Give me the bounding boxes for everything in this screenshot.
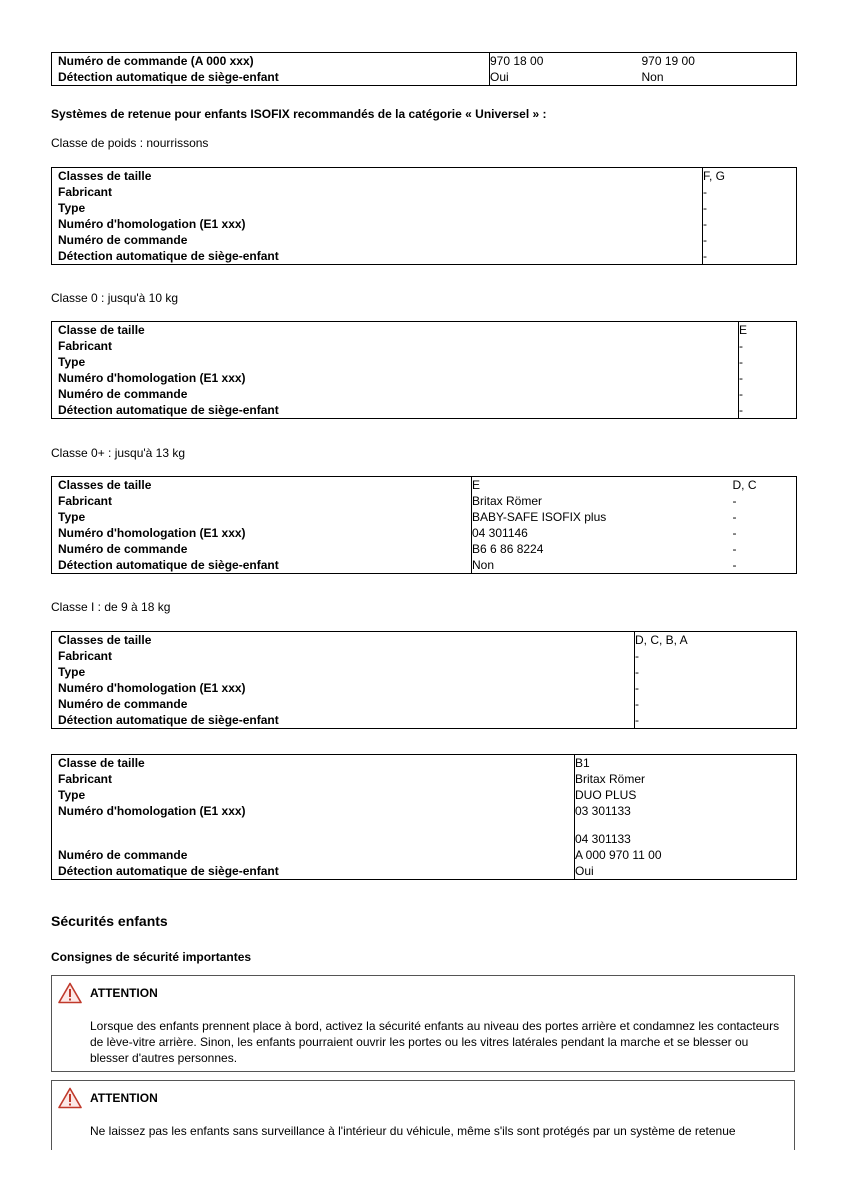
warning-box — [51, 1080, 795, 1150]
row-label: Classes de taille — [52, 168, 703, 185]
row-label: Classe de taille — [52, 755, 575, 772]
table-classe-1 — [51, 631, 797, 729]
row-label: Classe de taille — [52, 322, 739, 339]
row-value — [575, 803, 797, 847]
table-row — [52, 200, 797, 216]
row-value: D, C, B, A — [635, 632, 797, 649]
table-row — [52, 525, 797, 541]
table-classe-0plus — [51, 476, 797, 574]
row-value: DUO PLUS — [575, 787, 797, 803]
row-label: Numéro de commande (A 000 xxx) — [52, 53, 490, 70]
row-label: Détection automatique de siège-enfant — [52, 557, 472, 574]
row-value: 04 301146 — [472, 526, 528, 540]
section-title: Systèmes de retenue pour enfants ISOFIX recommandés de la catégorie « Universel » : — [51, 107, 547, 121]
row-label: Fabricant — [52, 493, 472, 509]
table-row — [52, 787, 797, 803]
row-label: Détection automatique de siège-enfant — [52, 712, 635, 729]
table-row — [52, 648, 797, 664]
row-label: Détection automatique de siège-enfant — [52, 248, 703, 265]
row-value: - — [733, 541, 797, 557]
homologation-line-2: 04 301133 — [575, 832, 631, 846]
row-label: Type — [52, 664, 635, 680]
row-value: Oui — [575, 863, 797, 880]
table-row — [52, 632, 797, 649]
table-row — [52, 232, 797, 248]
row-value: A 000 970 11 00 — [575, 847, 797, 863]
row-label: Détection automatique de siège-enfant — [52, 69, 490, 86]
class-label-1: Classe I : de 9 à 18 kg — [51, 600, 171, 614]
row-value: F, G — [703, 168, 797, 185]
row-value: 970 18 00 — [490, 53, 642, 70]
row-label: Numéro de commande — [52, 847, 575, 863]
warning-box — [51, 975, 795, 1072]
row-value: Britax Römer — [575, 771, 797, 787]
warning-title: ATTENTION — [90, 1091, 158, 1105]
homologation-line-1: 03 301133 — [575, 804, 631, 818]
row-label: Numéro d'homologation (E1 xxx) — [52, 680, 635, 696]
row-value: - — [739, 370, 797, 386]
table-row — [52, 664, 797, 680]
table-row — [52, 248, 797, 265]
table-row — [52, 541, 797, 557]
table-row — [52, 712, 797, 729]
row-value: - — [635, 712, 797, 729]
row-value: BABY-SAFE ISOFIX plus — [472, 510, 607, 524]
table-row — [52, 847, 797, 863]
heading-consignes: Consignes de sécurité importantes — [51, 950, 252, 964]
table-row — [52, 477, 797, 494]
row-value: - — [739, 386, 797, 402]
row-label: Numéro de commande — [52, 541, 472, 557]
row-label: Détection automatique de siège-enfant — [52, 402, 739, 419]
class-label-0: Classe 0 : jusqu'à 10 kg — [51, 291, 179, 305]
table-classe-1-duo — [51, 754, 797, 880]
row-value: - — [703, 232, 797, 248]
row-value: - — [733, 557, 797, 574]
table-top — [51, 52, 797, 86]
table-row — [52, 493, 797, 509]
row-label: Fabricant — [52, 338, 739, 354]
row-label: Fabricant — [52, 771, 575, 787]
row-value: Oui — [490, 69, 642, 86]
table-row — [52, 53, 797, 70]
table-row — [52, 69, 797, 86]
row-label: Type — [52, 509, 472, 525]
row-label: Type — [52, 787, 575, 803]
table-row — [52, 216, 797, 232]
warning-triangle-icon — [58, 1087, 82, 1109]
table-row — [52, 386, 797, 402]
row-value: - — [635, 696, 797, 712]
row-value: B1 — [575, 755, 797, 772]
table-row — [52, 402, 797, 419]
row-label: Numéro d'homologation (E1 xxx) — [52, 803, 575, 847]
table-row — [52, 696, 797, 712]
row-label: Classes de taille — [52, 477, 472, 494]
row-value: E — [472, 477, 733, 494]
row-label: Détection automatique de siège-enfant — [52, 863, 575, 880]
row-value: - — [739, 354, 797, 370]
row-value: Britax Römer — [472, 494, 543, 508]
row-value: - — [733, 493, 797, 509]
warning-text: Ne laissez pas les enfants sans surveillance à l'intérieur du véhicule, même s'ils sont protégés par un système de retenue — [90, 1124, 736, 1138]
table-row — [52, 755, 797, 772]
table-row — [52, 354, 797, 370]
row-value: - — [635, 664, 797, 680]
table-row — [52, 680, 797, 696]
row-label: Numéro de commande — [52, 232, 703, 248]
table-row — [52, 557, 797, 574]
warning-triangle-icon — [58, 982, 82, 1004]
table-row — [52, 370, 797, 386]
table-row — [52, 168, 797, 185]
heading-securites-enfants: Sécurités enfants — [51, 913, 168, 929]
table-row — [52, 803, 797, 847]
row-label: Numéro de commande — [52, 696, 635, 712]
table-classe-0 — [51, 321, 797, 419]
row-value: - — [739, 338, 797, 354]
warning-title: ATTENTION — [90, 986, 158, 1000]
row-value: Non — [472, 557, 733, 574]
row-value: D, C — [733, 477, 797, 494]
class-label-nourrissons: Classe de poids : nourrissons — [51, 136, 209, 150]
row-label: Numéro d'homologation (E1 xxx) — [52, 370, 739, 386]
table-row — [52, 184, 797, 200]
row-value: - — [739, 402, 797, 419]
row-value: - — [733, 509, 797, 525]
row-label: Fabricant — [52, 648, 635, 664]
warning-text: Lorsque des enfants prennent place à bord, activez la sécurité enfants au niveau des portes arrière et condamnez les contacteurs de lève-vitre arrière. Sinon, les enfants pourraient ouvrir les portes ou les vitres latérales pendant la marche et se blesser ou blesser d'autres personnes. — [90, 1019, 780, 1065]
row-value: Non — [642, 69, 797, 86]
row-value: - — [703, 248, 797, 265]
row-value: - — [703, 184, 797, 200]
row-value: - — [635, 680, 797, 696]
table-row — [52, 322, 797, 339]
row-value: - — [733, 525, 797, 541]
row-label: Type — [52, 200, 703, 216]
row-label: Numéro d'homologation (E1 xxx) — [52, 525, 472, 541]
row-label: Fabricant — [52, 184, 703, 200]
row-value: B6 6 86 8224 — [472, 542, 544, 556]
row-value: - — [703, 200, 797, 216]
table-row — [52, 863, 797, 880]
row-label: Numéro de commande — [52, 386, 739, 402]
class-label-0plus: Classe 0+ : jusqu'à 13 kg — [51, 446, 186, 460]
table-row — [52, 771, 797, 787]
row-value: - — [703, 216, 797, 232]
table-nourrissons — [51, 167, 797, 265]
row-label: Numéro d'homologation (E1 xxx) — [52, 216, 703, 232]
row-value: E — [739, 322, 797, 339]
row-label: Classes de taille — [52, 632, 635, 649]
row-value: 970 19 00 — [642, 53, 797, 70]
table-row — [52, 509, 797, 525]
row-label: Type — [52, 354, 739, 370]
row-value: - — [635, 648, 797, 664]
table-row — [52, 338, 797, 354]
